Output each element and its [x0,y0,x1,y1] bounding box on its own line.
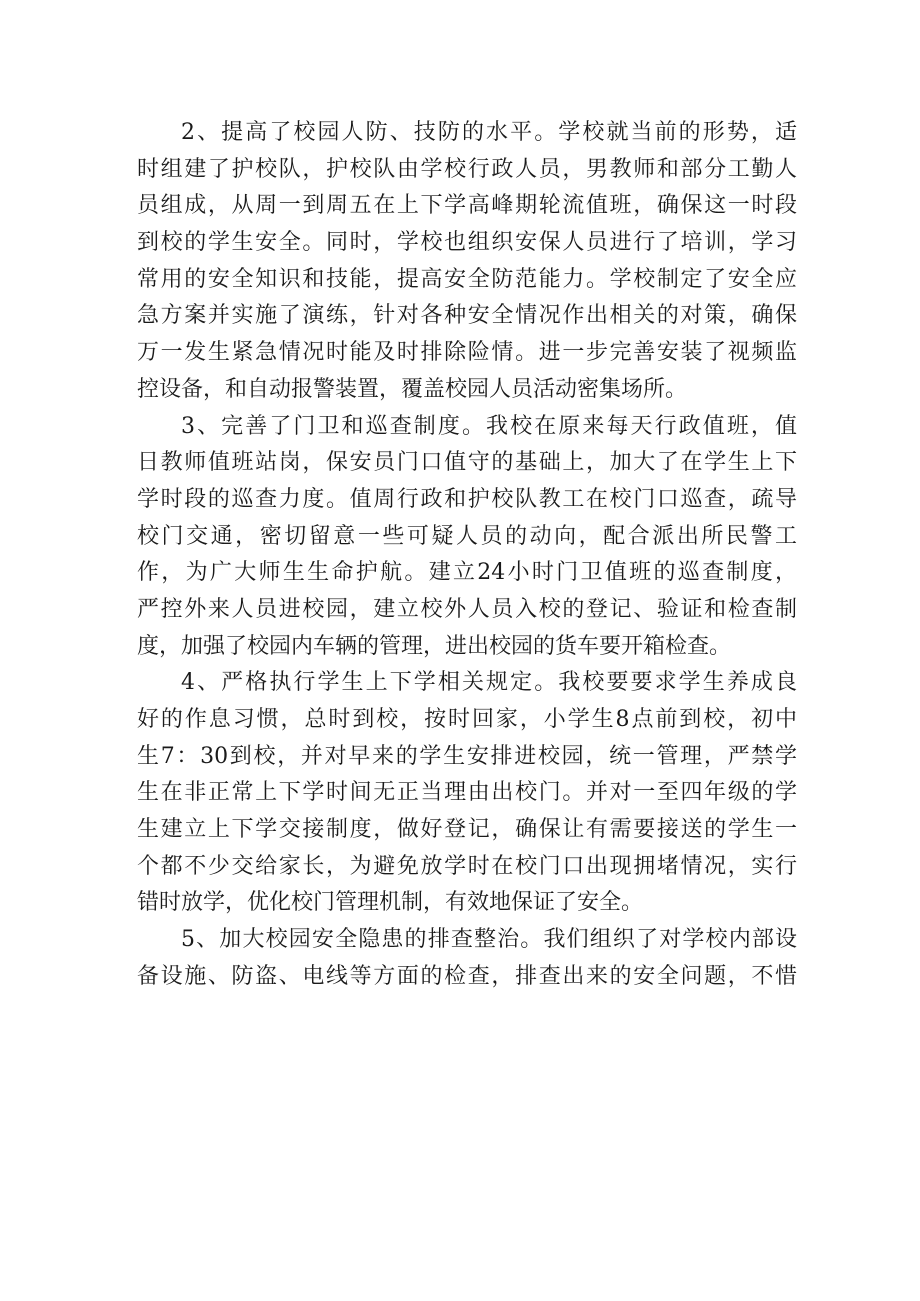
paragraph-3 [137,409,797,666]
text-line: 个都不少交给家长，为避免放学时在校门口出现拥堵情况，实行 [137,853,797,879]
text-line: 校门交通，密切留意一些可疑人员的动向，配合派出所民警工 [137,523,797,549]
paragraph-4 [137,665,797,922]
text-line: 员组成，从周一到周五在上下学高峰期轮流值班，确保这一时段 [137,193,797,219]
text-line: 时组建了护校队，护校队由学校行政人员，男教师和部分工勤人 [137,156,797,182]
text-line: 好的作息习惯，总时到校，按时回家，小学生8点前到校，初中 [137,707,797,732]
text-line: 学时段的巡查力度。值周行政和护校队教工在校门口巡查，疏导 [137,486,797,512]
text-line: 生7：30到校，并对早来的学生安排进校园，统一管理，严禁学 [137,743,797,769]
text-line: 到校的学生安全。同时，学校也组织安保人员进行了培训，学习 [137,230,797,256]
text-line: 生在非正常上下学时间无正当理由出校门。并对一至四年级的学 [137,780,797,806]
text-line: 度，加强了校园内车辆的管理，进出校园的货车要开箱检查。 [137,633,732,659]
text-line: 2、提高了校园人防、技防的水平。学校就当前的形势，适 [181,120,797,145]
text-line: 日教师值班站岗，保安员门口值守的基础上，加大了在学生上下 [137,450,797,476]
text-line: 急方案并实施了演练，针对各种安全情况作出相关的对策，确保 [137,303,797,329]
text-line: 严控外来人员进校园，建立校外人员入校的登记、验证和检查制 [137,596,797,622]
paragraph-2 [137,115,797,409]
text-line: 常用的安全知识和技能，提高安全防范能力。学校制定了安全应 [137,266,797,292]
text-line: 生建立上下学交接制度，做好登记，确保让有需要接送的学生一 [137,817,797,843]
text-line: 控设备，和自动报警装置，覆盖校园人员活动密集场所。 [137,376,688,402]
text-line: 5、加大校园安全隐患的排查整治。我们组织了对学校内部设 [181,927,797,953]
text-line: 4、严格执行学生上下学相关规定。我校要要求学生养成良 [181,670,797,696]
document-body [137,115,797,996]
text-line: 3、完善了门卫和巡查制度。我校在原来每天行政值班，值 [181,413,797,439]
text-line: 作，为广大师生生命护航。建立24小时门卫值班的巡查制度， [137,560,797,586]
text-line: 备设施、防盗、电线等方面的检查，排查出来的安全问题，不惜 [137,963,797,989]
paragraph-5 [137,922,797,995]
text-line: 万一发生紧急情况时能及时排除险情。进一步完善安装了视频监 [137,340,797,366]
text-line: 错时放学，优化校门管理机制，有效地保证了安全。 [137,890,644,916]
